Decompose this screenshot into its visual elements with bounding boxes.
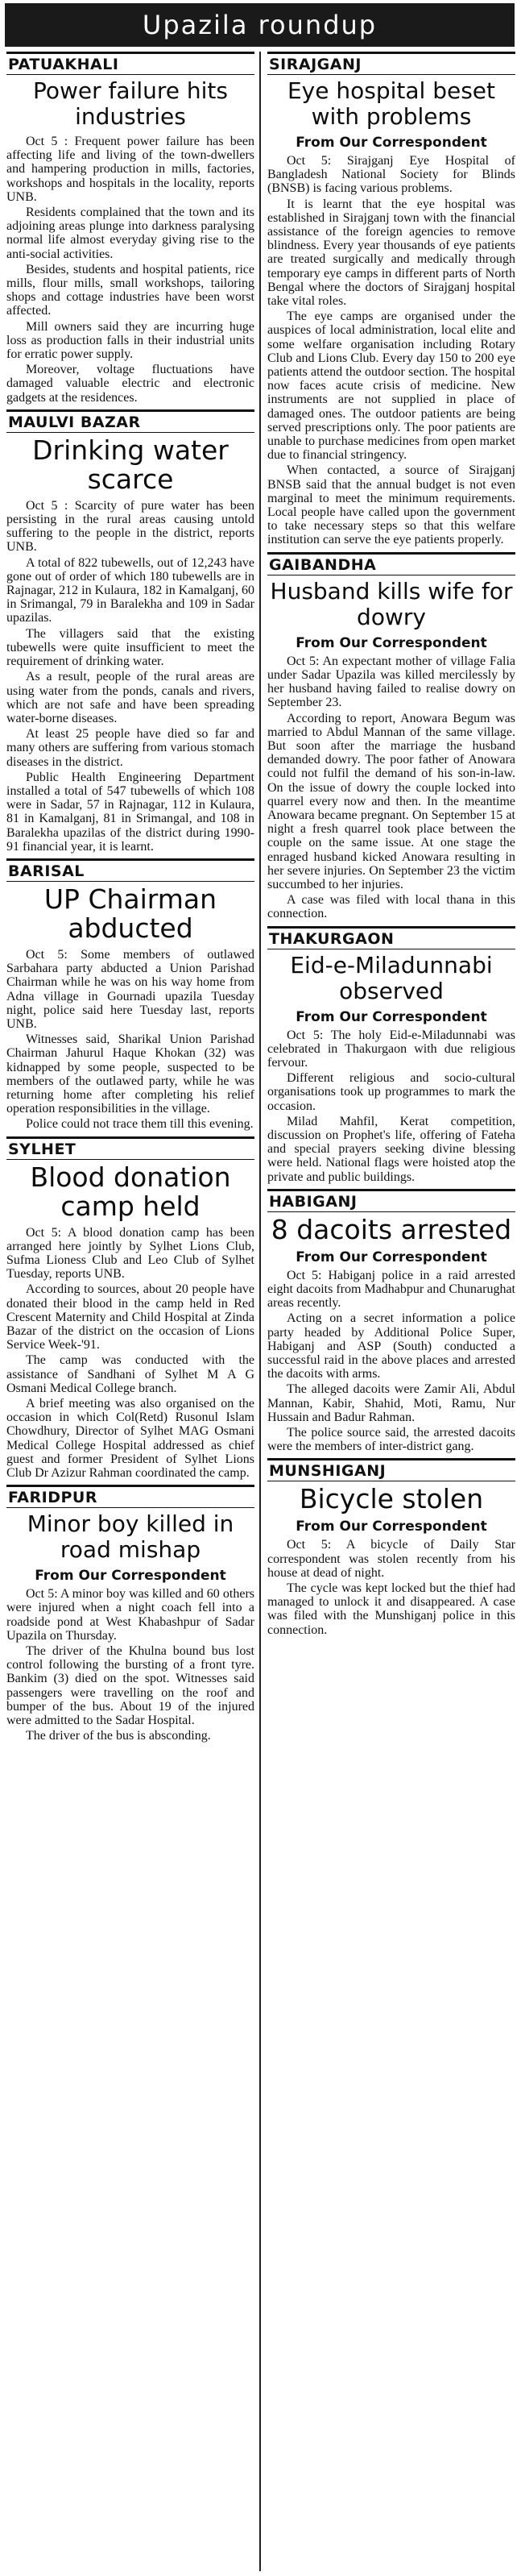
article xyxy=(6,52,254,405)
article-headline: 8 dacoits arrested xyxy=(271,1213,512,1245)
left-column xyxy=(6,52,261,2571)
article-paragraph: The villagers said that the existing tubewells were quite insufficient to meet the requirement of drinking water. xyxy=(6,626,254,669)
section-label: GAIBANDHA xyxy=(267,552,515,575)
article-paragraph: The cycle was kept locked but the thief had managed to unlock it and disappeared. A case was filed with the Munshiganj police in this connection. xyxy=(267,1581,515,1637)
article-paragraph: The eye camps are organised under the auspices of local administration, local elite and some welfare organisation including Rotary Club and Lions Club. Every day 150 to 200 eye patients attend the outdoor section. The hospital now faces acute crisis of medicine. New instruments are not supplied in place of damaged ones. The outdoor patients are being served prescriptions only. The poor patients are unable to purchase medicines from open market due to financial stringency. xyxy=(267,310,515,463)
article-paragraph: Police could not trace them till this evening. xyxy=(26,1117,254,1132)
article xyxy=(6,1136,254,1481)
article-byline: From Our Correspondent xyxy=(296,1249,487,1265)
article-paragraph: Oct 5: The holy Eid-e-Miladunnabi was celebrated in Thakurgaon with due religious fervour. xyxy=(267,1028,515,1070)
article-headline: Minor boy killed in road mishap xyxy=(27,1510,234,1564)
article-paragraph: Oct 5 : Frequent power failure has been affecting life and living of the town-dwellers and hampering production in mills, factories, workshops and hospitals in the locality, reports UNB. xyxy=(6,135,254,204)
section-label: BARISAL xyxy=(6,858,254,882)
article-paragraph: A total of 822 tubewells, out of 12,243 have gone out of order of which 180 tubewells are in Rajnagar, 212 in Kulaura, 182 in Kamalganj, 60 in Srimangal, 79 in Baralekha and 109 in Sadar upazilas. xyxy=(6,555,254,625)
article-paragraph: The police source said, the arrested dacoits were the members of inter-district gang. xyxy=(267,1426,515,1454)
article-paragraph: The driver of the bus is absconding. xyxy=(26,1729,211,1743)
article-paragraph: A brief meeting was also organised on the occasion in which Col(Retd) Rusonul Islam Chowdhury, Director of Sylhet MAG Osmani Medical College Hospital addressed as chief guest and former President of Sylhet Lions Club Dr Azizur Rahman coordinated the camp. xyxy=(6,1397,254,1481)
article-paragraph: Different religious and socio-cultural organisations took up programmes to mark the occasion. xyxy=(267,1071,515,1113)
section-label: FARIDPUR xyxy=(6,1485,254,1508)
section-label: MAULVI BAZAR xyxy=(6,409,254,433)
article xyxy=(267,52,515,547)
article-paragraph: Oct 5 : Scarcity of pure water has been persisting in the rural areas causing untold suffering to the people in the district, reports UNB. xyxy=(6,498,254,555)
article-headline: Bicycle stolen xyxy=(299,1483,484,1515)
article-headline: Eid-e-Miladunnabi observed xyxy=(290,951,493,1004)
article-paragraph: According to sources, about 20 people have donated their blood in the camp held in Red Crescent Maternity and Child Hospital at Zinda Bazar of the district on the occasion of Lions Service Week-'91. xyxy=(6,1282,254,1352)
article-headline: Power failure hits industries xyxy=(33,77,228,130)
article-byline: From Our Correspondent xyxy=(296,1008,487,1025)
article-paragraph: Moreover, voltage fluctuations have damaged valuable electric and electronic gadgets at the residences. xyxy=(6,363,254,405)
article-paragraph: Oct 5: Some members of outlawed Sarbahara party abducted a Union Parishad Chairman while he was on his way home from Adna village in Gournadi upazila Tuesday night, police said here Tuesday last, reports UNB. xyxy=(6,947,254,1031)
article-byline: From Our Correspondent xyxy=(296,634,487,651)
article-paragraph: Public Health Engineering Department installed a total of 547 tubewells of which 108 were in Sadar, 57 in Rajnagar, 112 in Kulaura, 81 in Kamalganj, 81 in Srimangal, and 108 in Baralekha upazilas of the district during 1990-91 financial year, it is learnt. xyxy=(6,770,254,854)
article-paragraph: Oct 5: Habiganj police in a raid arrested eight dacoits from Madhabpur and Chunarughat areas recently. xyxy=(267,1268,515,1311)
article-headline: Drinking water scarce xyxy=(32,434,229,495)
article-paragraph: The camp was conducted with the assistance of Sandhani of Sylhet M A G Osmani Medical College branch. xyxy=(6,1353,254,1395)
section-label: HABIGANJ xyxy=(267,1189,515,1212)
article xyxy=(6,858,254,1132)
article-paragraph: Besides, students and hospital patients, rice mills, flour mills, small workshops, tailoring shops and cottage industries have been worst affected. xyxy=(6,262,254,318)
article-paragraph: When contacted, a source of Sirajganj BNSB said that the annual budget is not even marginal to meet the minimum requirements. Local people have called upon the government to take necessary steps so that this welfare institution can serve the eye patients properly. xyxy=(267,463,515,547)
article-paragraph: It is learnt that the eye hospital was established in Sirajganj town with the financial assistance of the foreign agencies to remove blindness. Every year thousands of eye patients are treated surgically and medically through temporary eye camps in different parts of North Bengal where the doctors of Sirajganj hospital take vital roles. xyxy=(267,197,515,309)
article-paragraph: Oct 5: A minor boy was killed and 60 others were injured when a night coach fell into a roadside pond at West Khabashpur of Sadar Upazila on Thursday. xyxy=(6,1587,254,1643)
article-headline: Husband kills wife for dowry xyxy=(270,577,513,630)
section-label: MUNSHIGANJ xyxy=(267,1458,515,1481)
article-paragraph: Oct 5: A bicycle of Daily Star correspondent was stolen recently from his house at dead of night. xyxy=(267,1538,515,1580)
article-paragraph: Milad Mahfil, Kerat competition, discussion on Prophet's life, offering of Fateha and special prayers seeking divine blessing were held. National flags were hoisted atop the private and public buildings. xyxy=(267,1114,515,1184)
article-byline: From Our Correspondent xyxy=(296,135,487,151)
article-paragraph: At least 25 people have died so far and many others are suffering from various stomach diseases in the district. xyxy=(6,727,254,769)
section-label: SYLHET xyxy=(6,1136,254,1160)
article-headline: UP Chairman abducted xyxy=(43,883,217,944)
article-paragraph: According to report, Anowara Begum was married to Abdul Mannan of the same village. But soon after the marriage the husband demanded dowry. The poor father of Anowara could not fulfil the demand of his son-in-law. On the issue of dowry the couple locked into quarrel every now and then. In the meantime Anowara became pregnant. On September 15 at night a fresh quarrel took place between the couple on the same issue. At one stage the enraged husband kicked Anowara resulting in her severe injuries. On September 23 the victim succumbed to her injuries. xyxy=(267,711,515,891)
page-banner: Upazila roundup xyxy=(5,3,515,47)
article xyxy=(6,409,254,854)
article xyxy=(267,552,515,921)
article xyxy=(6,1485,254,1743)
article xyxy=(267,1189,515,1454)
section-label: THAKURGAON xyxy=(267,926,515,949)
article-paragraph: Witnesses said, Sharikal Union Parishad Chairman Jahurul Haque Khokan (32) was kidnapped by some people, suspected to be members of the outlawed party, while he was returning home after completing his relief operation responsibilities in the village. xyxy=(6,1032,254,1116)
article-byline: From Our Correspondent xyxy=(296,1519,487,1535)
article-headline: Blood donation camp held xyxy=(30,1161,231,1222)
right-column xyxy=(267,52,515,1642)
article-paragraph: The driver of the Khulna bound bus lost control following the bursting of a front tyre. Bankim (3) died on the spot. Witnesses said passengers were travelling on the roof and bumper of the bus. About 19 of the injured were admitted to the Sadar Hospital. xyxy=(6,1644,254,1728)
article-headline: Eye hospital beset with problems xyxy=(287,77,495,130)
section-label: PATUAKHALI xyxy=(6,52,254,75)
article-byline: From Our Correspondent xyxy=(35,1568,226,1585)
article-paragraph: Oct 5: Sirajganj Eye Hospital of Bangladesh National Society for Blinds (BNSB) is facing various problems. xyxy=(267,154,515,196)
article-paragraph: Mill owners said they are incurring huge loss as production falls in their industrial units for erratic power supply. xyxy=(6,319,254,362)
article-paragraph: Residents complained that the town and its adjoining areas plunge into darkness paralysing normal life almost everyday giving rise to the anti-social activities. xyxy=(6,206,254,261)
article-paragraph: Oct 5: A blood donation camp has been arranged here jointly by Sylhet Lions Club, Sufma Lioness Club and Leo Club of Sylhet Tuesday, reports UNB. xyxy=(6,1225,254,1282)
section-label: SIRAJGANJ xyxy=(267,52,515,75)
article xyxy=(267,1458,515,1636)
article-paragraph: Oct 5: An expectant mother of village Falia under Sadar Upazila was killed mercilessly by her husband having failed to realise dowry on September 23. xyxy=(267,654,515,710)
article xyxy=(267,926,515,1184)
article-paragraph: The alleged dacoits were Zamir Ali, Abdul Mannan, Kabir, Shahid, Moti, Ramu, Nur Hussain and Badur Rahman. xyxy=(267,1382,515,1424)
article-paragraph: Acting on a secret information a police party headed by Additional Police Super, Habiganj and ASP (South) conducted a successful raid in the above places and arrested the dacoits with arms. xyxy=(267,1311,515,1381)
article-paragraph: As a result, people of the rural areas are using water from the ponds, canals and rivers, which are not safe and have been spreading water-borne diseases. xyxy=(6,670,254,725)
article-paragraph: A case was filed with local thana in this connection. xyxy=(267,893,515,921)
